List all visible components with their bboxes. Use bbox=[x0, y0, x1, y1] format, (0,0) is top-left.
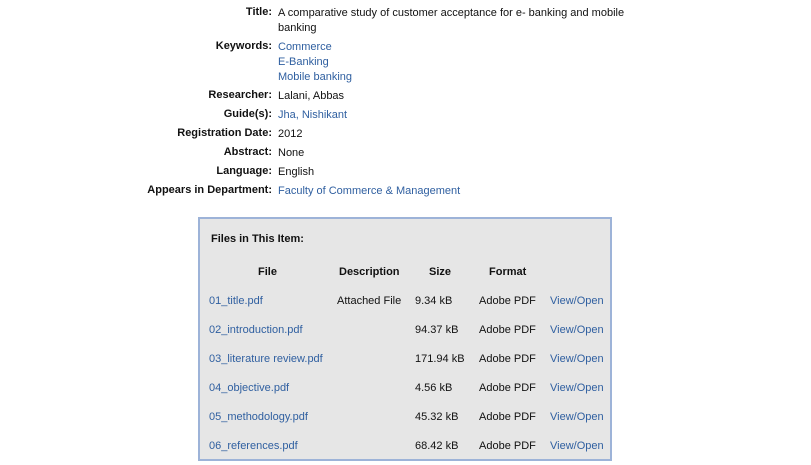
format-column-header: Format bbox=[489, 266, 527, 278]
files-panel bbox=[198, 217, 612, 461]
department-link[interactable]: Faculty of Commerce & Management bbox=[278, 185, 461, 197]
file-column-header: File bbox=[258, 266, 277, 278]
researcher-value: Lalani, Abbas bbox=[278, 90, 345, 102]
view-open-link[interactable]: View/Open bbox=[550, 324, 604, 336]
file-format: Adobe PDF bbox=[479, 382, 536, 394]
title-value: A comparative study of customer acceptance for e- banking and mobile banking bbox=[278, 7, 625, 34]
file-link[interactable]: 06_references.pdf bbox=[209, 440, 298, 452]
file-size: 45.32 kB bbox=[415, 411, 459, 423]
department-label: Appears in Department: bbox=[147, 184, 272, 196]
file-size: 9.34 kB bbox=[415, 295, 453, 307]
guide-link[interactable]: Jha, Nishikant bbox=[278, 109, 348, 121]
guides-label: Guide(s): bbox=[223, 108, 272, 120]
view-open-link[interactable]: View/Open bbox=[550, 382, 604, 394]
registration-value: 2012 bbox=[278, 128, 303, 140]
registration-label: Registration Date: bbox=[177, 127, 272, 139]
file-link[interactable]: 02_introduction.pdf bbox=[209, 324, 303, 336]
abstract-label: Abstract: bbox=[223, 146, 272, 158]
keywords-list bbox=[278, 40, 638, 85]
file-size: 94.37 kB bbox=[415, 324, 459, 336]
file-format: Adobe PDF bbox=[479, 324, 536, 336]
file-link[interactable]: 04_objective.pdf bbox=[209, 382, 290, 394]
language-value: English bbox=[278, 166, 315, 178]
researcher-label: Researcher: bbox=[208, 89, 272, 101]
file-description: Attached File bbox=[337, 295, 402, 307]
file-format: Adobe PDF bbox=[479, 440, 536, 452]
language-label: Language: bbox=[216, 165, 272, 177]
file-size: 4.56 kB bbox=[415, 382, 453, 394]
file-format: Adobe PDF bbox=[479, 411, 536, 423]
file-format: Adobe PDF bbox=[479, 295, 536, 307]
description-column-header: Description bbox=[339, 266, 400, 278]
file-size: 68.42 kB bbox=[415, 440, 459, 452]
file-link[interactable]: 01_title.pdf bbox=[209, 295, 263, 307]
file-link[interactable]: 05_methodology.pdf bbox=[209, 411, 308, 423]
view-open-link[interactable]: View/Open bbox=[550, 295, 604, 307]
abstract-value: None bbox=[278, 147, 305, 159]
view-open-link[interactable]: View/Open bbox=[550, 353, 604, 365]
keyword-link[interactable]: Mobile banking bbox=[278, 71, 352, 83]
keyword-link[interactable]: E-Banking bbox=[278, 56, 329, 68]
title-label: Title: bbox=[245, 6, 272, 18]
file-size: 171.94 kB bbox=[415, 353, 465, 365]
file-format: Adobe PDF bbox=[479, 353, 536, 365]
size-column-header: Size bbox=[429, 266, 452, 278]
keyword-link[interactable]: Commerce bbox=[278, 41, 332, 53]
view-open-link[interactable]: View/Open bbox=[550, 440, 604, 452]
keywords-label: Keywords: bbox=[215, 40, 272, 52]
files-heading: Files in This Item: bbox=[211, 233, 304, 245]
file-link[interactable]: 03_literature review.pdf bbox=[209, 353, 323, 365]
view-open-link[interactable]: View/Open bbox=[550, 411, 604, 423]
